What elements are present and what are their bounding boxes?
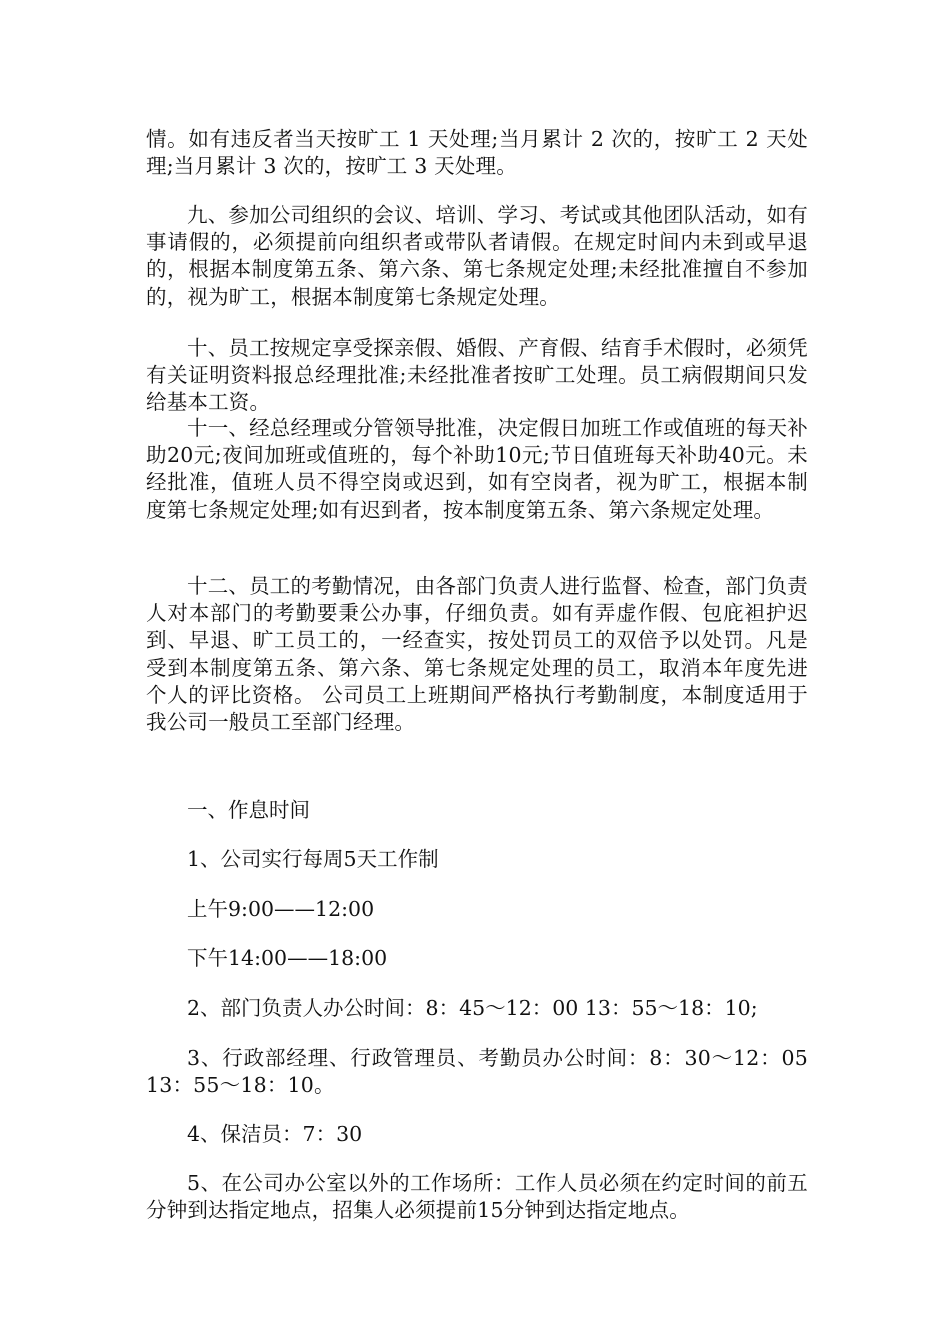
schedule-afternoon: 下午14:00——18:00 bbox=[187, 946, 388, 970]
schedule-item-3: 3、行政部经理、行政管理员、考勤员办公时间：8：30～12：05 13：55～18：10。 bbox=[146, 1046, 808, 1098]
paragraph-article-10: 十、员工按规定享受探亲假、婚假、产育假、结育手术假时，必须凭有关证明资料报总经理批准;未经批准者按旷工处理。员工病假期间只发给基本工资。 bbox=[146, 336, 808, 415]
schedule-item-5: 5、在公司办公室以外的工作场所：工作人员必须在约定时间的前五分钟到达指定地点，招集人必须提前15分钟到达指定地点。 bbox=[146, 1171, 808, 1223]
paragraph-article-11: 十一、经总经理或分管领导批准，决定假日加班工作或值班的每天补助20元;夜间加班或值班的，每个补助10元;节日值班每天补助40元。未经批准，值班人员不得空岗或迟到，如有空岗者，视为旷工，根据本制度第七条规定处理;如有迟到者，按本制度第五条、第六条规定处理。 bbox=[146, 416, 808, 522]
paragraph-continuation: 情。如有违反者当天按旷工 1 天处理;当月累计 2 次的，按旷工 2 天处理;当月累计 3 次的，按旷工 3 天处理。 bbox=[146, 127, 808, 179]
schedule-item-4: 4、保洁员：7：30 bbox=[187, 1122, 363, 1146]
schedule-item-1: 1、公司实行每周5天工作制 bbox=[187, 847, 439, 871]
schedule-item-2: 2、部门负责人办公时间：8：45～12：00 13：55～18：10; bbox=[187, 996, 758, 1020]
section-heading-schedule: 一、作息时间 bbox=[187, 798, 310, 822]
paragraph-article-9: 九、参加公司组织的会议、培训、学习、考试或其他团队活动，如有事请假的，必须提前向组织者或带队者请假。在规定时间内未到或早退的，根据本制度第五条、第六条、第七条规定处理;未经批准擅自不参加的，视为旷工，根据本制度第七条规定处理。 bbox=[146, 203, 808, 309]
paragraph-article-12: 十二、员工的考勤情况，由各部门负责人进行监督、检查，部门负责人对本部门的考勤要秉公办事，仔细负责。如有弄虚作假、包庇袒护迟到、早退、旷工员工的，一经查实，按处罚员工的双倍予以处罚。凡是受到本制度第五条、第六条、第七条规定处理的员工，取消本年度先进个人的评比资格。 公司员工上班期间严格执行考勤制度，本制度适用于我公司一般员工至部门经理。 bbox=[146, 574, 808, 735]
schedule-morning: 上午9:00——12:00 bbox=[187, 897, 375, 921]
